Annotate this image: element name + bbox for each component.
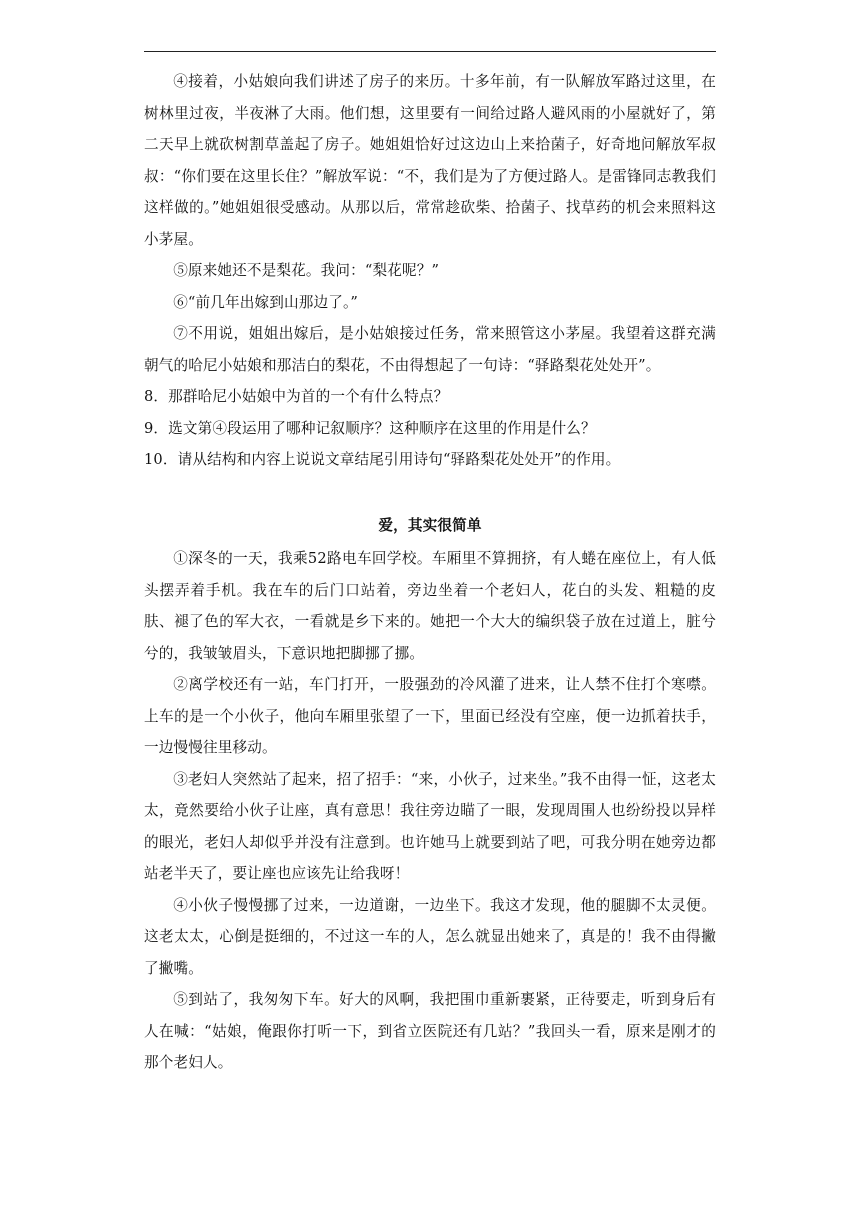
paragraph: ①深冬的一天，我乘52路电车回学校。车厢里不算拥挤，有人蜷在座位上，有人低头摆弄着手机。我在车的后门口站着，旁边坐着一个老妇人，花白的头发、粗糙的皮肤、褪了色的军大衣，一看就是乡下来的。她把一个大大的编织袋子放在过道上，脏兮兮的，我皱皱眉头，下意识地把脚挪了挪。 <box>144 550 716 662</box>
paragraph: ⑦不用说，姐姐出嫁后，是小姑娘接过任务，常来照管这小茅屋。我望着这群充满朝气的哈尼小姑娘和那洁白的梨花，不由得想起了一句诗：“驿路梨花处处开”。 <box>144 325 716 374</box>
question-8: 8．那群哈尼小姑娘中为首的一个有什么特点？ <box>144 388 449 405</box>
paragraph: ⑤到站了，我匆匆下车。好大的风啊，我把围巾重新裹紧，正待要走，听到身后有人在喊：“姑娘，俺跟你打听一下，到省立医院还有几站？”我回头一看，原来是刚才的那个老妇人。 <box>144 991 716 1071</box>
passage-title: 爱，其实很简单 <box>378 516 482 534</box>
paragraph: ⑤原来她还不是梨花。我问：“梨花呢？” <box>173 262 440 279</box>
paragraph: ④接着，小姑娘向我们讲述了房子的来历。十多年前，有一队解放军路过这里，在树林里过夜，半夜淋了大雨。他们想，这里要有一间给过路人避风雨的小屋就好了，第二天早上就砍树割草盖起了房子。她姐姐恰好过这边山上来拾菌子，好奇地问解放军叔叔：“你们要在这里长住？”解放军说：“不，我们是为了方便过路人。是雷锋同志教我们这样做的。”她姐姐很受感动。从那以后，常常趁砍柴、拾菌子、找草药的机会来照料这小茅屋。 <box>144 73 716 248</box>
header-rule <box>144 51 716 52</box>
paragraph: ③老妇人突然站了起来，招了招手：“来，小伙子，过来坐。”我不由得一怔，这老太太，竟然要给小伙子让座，真有意思！我往旁边瞄了一眼，发现周围人也纷纷投以异样的眼光，老妇人却似乎并没有注意到。也许她马上就要到站了吧，可我分明在她旁边都站老半天了，要让座也应该先让给我呀！ <box>144 770 716 882</box>
question-9: 9．选文第④段运用了哪种记叙顺序？这种顺序在这里的作用是什么？ <box>144 419 596 437</box>
document-body <box>144 66 716 1079</box>
paragraph: ②离学校还有一站，车门打开，一股强劲的冷风灌了进来，让人禁不住打个寒噤。上车的是一个小伙子，他向车厢里张望了一下，里面已经没有空座，便一边抓着扶手，一边慢慢往里移动。 <box>144 676 716 756</box>
paragraph: ④小伙子慢慢挪了过来，一边道谢，一边坐下。我这才发现，他的腿脚不太灵便。这老太太，心倒是挺细的，不过这一车的人，怎么就显出她来了，真是的！我不由得撇了撇嘴。 <box>144 896 716 977</box>
question-10: 10．请从结构和内容上说说文章结尾引用诗句“驿路梨花处处开”的作用。 <box>144 451 621 468</box>
paragraph: ⑥“前几年出嫁到山那边了。” <box>173 293 359 311</box>
